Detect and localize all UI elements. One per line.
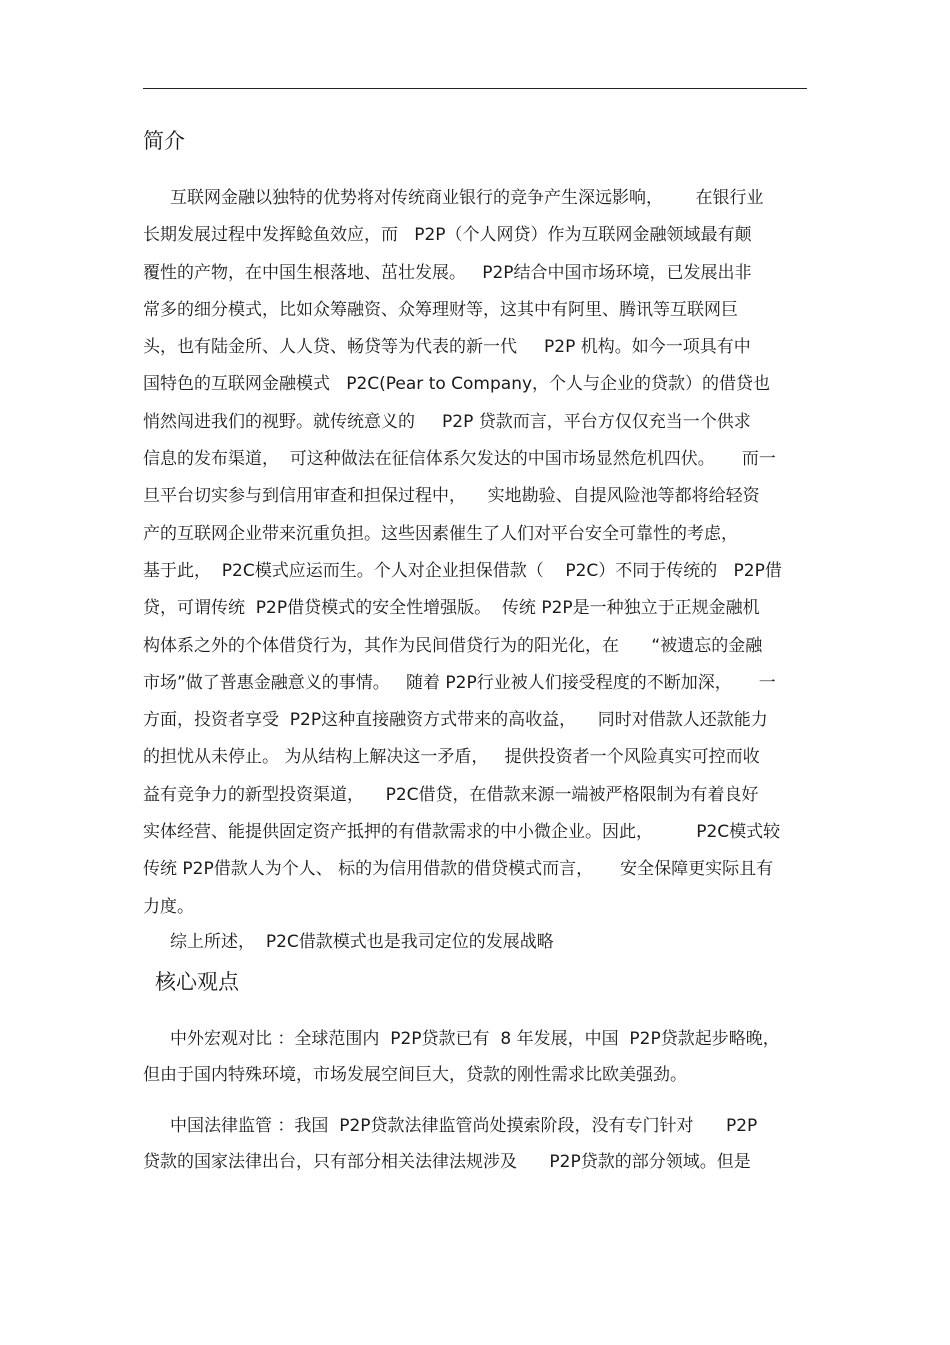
text-line: 长期发展过程中发挥鲶鱼效应，而 P2P（个人网贷）作为互联网金融领域最有颠 xyxy=(143,225,752,246)
text-line: 基于此， P2C模式应运而生。个人对企业担保借款（ P2C）不同于传统的 P2P借 xyxy=(143,560,782,581)
text-line: 贷，可谓传统 P2P借贷模式的安全性增强版。 传统 P2P是一种独立于正规金融机 xyxy=(143,598,760,619)
text-line: 旦平台切实参与到信用审查和担保过程中， 实地勘验、自提风险池等都将给轻资 xyxy=(143,486,760,507)
text-line: 综上所述， P2C借款模式也是我司定位的发展战略 xyxy=(143,932,554,952)
text-line: 力度。 xyxy=(143,896,194,917)
text-line: 的担忧从未停止。 为从结构上解决这一矛盾， 提供投资者一个风险真实可控而收 xyxy=(143,747,760,768)
section-heading-core: 核心观点 xyxy=(155,970,239,994)
text-line: 覆性的产物，在中国生根落地、茁壮发展。 P2P结合中国市场环境，已发展出非 xyxy=(143,262,752,283)
text-line: 常多的细分模式，比如众筹融资、众筹理财等，这其中有阿里、腾讯等互联网巨 xyxy=(143,299,738,320)
text-line: 市场”做了普惠金融意义的事情。 随着 P2P行业被人们接受程度的不断加深， 一 xyxy=(143,672,776,693)
text-line: 方面，投资者享受 P2P这种直接融资方式带来的高收益， 同时对借款人还款能力 xyxy=(143,710,768,731)
text-line: 互联网金融以独特的优势将对传统商业银行的竞争产生深远影响， 在银行业 xyxy=(143,188,764,208)
text-line: 实体经营、能提供固定资产抵押的有借款需求的中小微企业。因此， P2C模式较 xyxy=(143,822,781,843)
core-paragraph-macro xyxy=(143,1021,823,1093)
core-paragraph-legal xyxy=(143,1108,823,1180)
text-line: 头，也有陆金所、人人贷、畅贷等为代表的新一代 P2P 机构。如今一项具有中 xyxy=(143,337,751,358)
text-line: 中国法律监管 ：我国 P2P贷款法律监管尚处摸索阶段，没有专门针对 P2P xyxy=(143,1116,758,1136)
text-line: 信息的发布渠道， 可这种做法在征信体系欠发达的中国市场显然危机四伏。 而一 xyxy=(143,449,776,470)
summary-paragraph xyxy=(143,924,823,961)
text-line: 中外宏观对比 ：全球范围内 P2P贷款已有 8 年发展，中国 P2P贷款起步略晚， xyxy=(143,1029,780,1049)
intro-paragraph xyxy=(143,180,823,926)
text-line: 悄然闯进我们的视野。就传统意义的 P2P 贷款而言，平台方仅仅充当一个供求 xyxy=(143,411,751,432)
section-heading-intro: 简介 xyxy=(143,129,185,153)
text-line: 产的互联网企业带来沉重负担。这些因素催生了人们对平台安全可靠性的考虑， xyxy=(143,523,738,544)
text-line: 传统 P2P借款人为个人、 标的为信用借款的借贷模式而言， 安全保障更实际且有 xyxy=(143,859,774,880)
text-line: 但由于国内特殊环境，市场发展空间巨大，贷款的刚性需求比欧美强劲。 xyxy=(143,1065,687,1085)
text-line: 构体系之外的个体借贷行为，其作为民间借贷行为的阳光化，在 “被遗忘的金融 xyxy=(143,635,763,656)
text-line: 国特色的互联网金融模式 P2C(Pear to Company，个人与企业的贷款）的借贷也 xyxy=(143,374,771,395)
header-rule xyxy=(143,88,807,89)
text-line: 贷款的国家法律出台，只有部分相关法律法规涉及 P2P贷款的部分领域。但是 xyxy=(143,1152,751,1172)
text-line: 益有竞争力的新型投资渠道， P2C借贷，在借款来源一端被严格限制为有着良好 xyxy=(143,784,759,805)
